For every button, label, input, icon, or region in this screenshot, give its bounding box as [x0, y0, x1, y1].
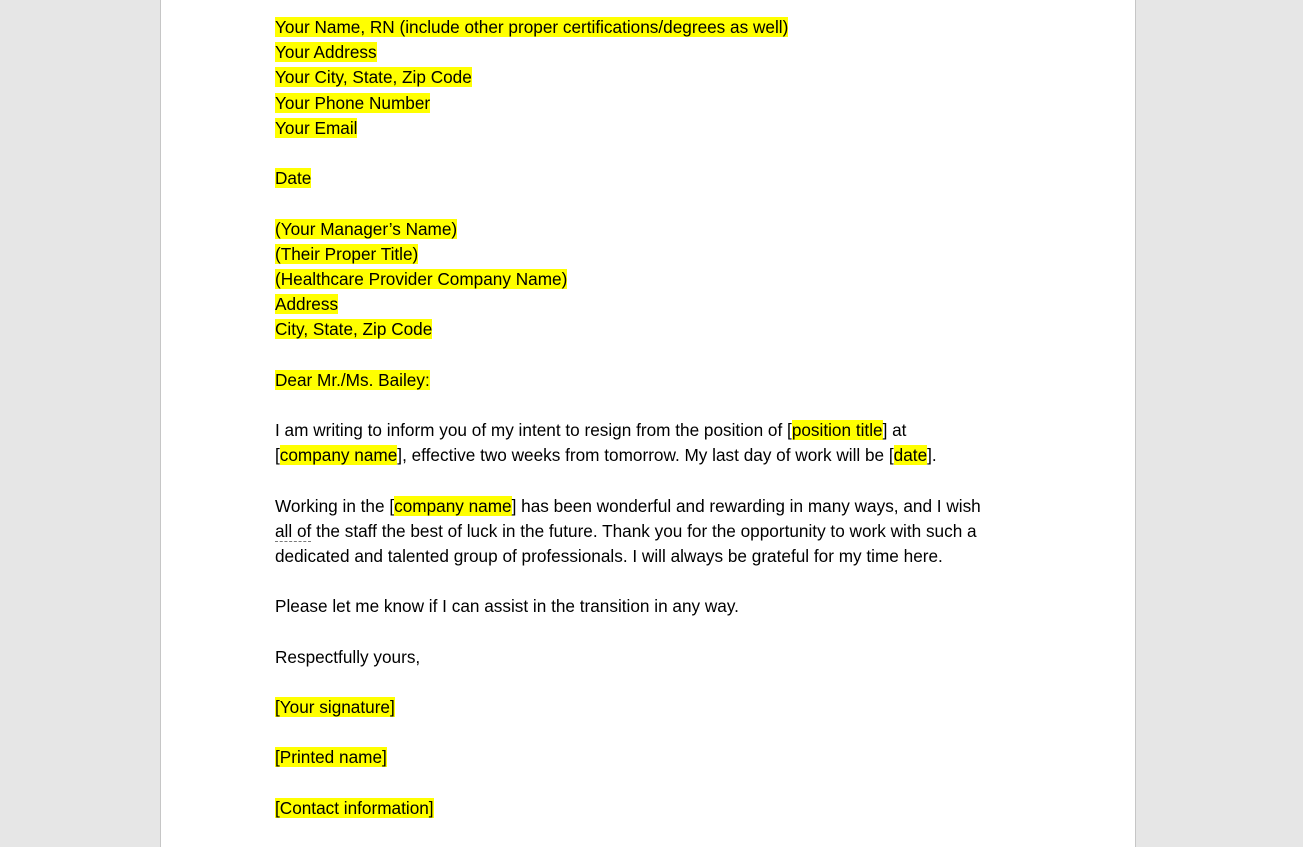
para2-line1	[275, 494, 1035, 519]
recipient-title-line	[275, 242, 1035, 267]
para2-text: Working in the [	[275, 495, 395, 516]
date-placeholder: date	[893, 445, 928, 466]
closing-line	[275, 645, 1035, 670]
para1-text: [	[275, 445, 280, 466]
signature-line	[275, 695, 1035, 720]
para2-text: dedicated and talented group of professionals. I will always be grateful for my time here.	[275, 545, 943, 566]
recipient-name-line	[275, 217, 1035, 242]
sender-phone-line	[275, 91, 1035, 116]
para2-text: ] has been wonderful and rewarding in many ways, and I wish	[511, 495, 981, 516]
blank-line	[275, 620, 1035, 645]
para1-text: I am writing to inform you of my intent to resign from the position of [	[275, 420, 792, 440]
blank-line	[275, 771, 1035, 796]
blank-line	[275, 468, 1035, 493]
para1-text: ] at	[882, 420, 907, 440]
recipient-company: (Healthcare Provider Company Name)	[275, 268, 568, 289]
blank-line	[275, 720, 1035, 745]
closing: Respectfully yours,	[275, 646, 421, 667]
grammar-flag[interactable]: all of	[275, 520, 312, 541]
signature-placeholder: [Your signature]	[275, 697, 395, 718]
date-line	[275, 166, 1035, 191]
salutation: Dear Mr./Ms. Bailey:	[275, 369, 430, 390]
sender-name-line	[275, 15, 1035, 40]
para3-line	[275, 594, 1035, 619]
recipient-address-line	[275, 292, 1035, 317]
printed-name-line	[275, 745, 1035, 770]
para3-text: Please let me know if I can assist in the transition in any way.	[275, 596, 739, 617]
contact-info-placeholder: [Contact information]	[275, 797, 434, 818]
sender-address: Your Address	[275, 42, 377, 63]
company-name-placeholder: company name	[279, 445, 398, 466]
sender-city-line	[275, 65, 1035, 90]
blank-line	[275, 342, 1035, 367]
blank-line	[275, 393, 1035, 418]
position-title-placeholder: position title	[791, 420, 883, 440]
blank-line	[275, 191, 1035, 216]
sender-phone: Your Phone Number	[275, 92, 431, 113]
recipient-address: Address	[275, 294, 339, 315]
contact-info-line	[275, 796, 1035, 821]
blank-line	[275, 670, 1035, 695]
sender-address-line	[275, 40, 1035, 65]
sender-city: Your City, State, Zip Code	[275, 67, 472, 88]
recipient-title: (Their Proper Title)	[275, 243, 419, 264]
para2-text: the staff the best of luck in the future. Thank you for the opportunity to work with such a	[311, 520, 977, 541]
recipient-name: (Your Manager’s Name)	[275, 218, 458, 239]
company-name-placeholder: company name	[394, 495, 512, 516]
letter-body[interactable]	[275, 15, 1035, 821]
para2-line3	[275, 544, 1035, 569]
salutation-line	[275, 368, 1035, 393]
sender-email-line	[275, 116, 1035, 141]
para1-text: ].	[927, 445, 937, 466]
printed-name-placeholder: [Printed name]	[275, 747, 387, 768]
recipient-company-line	[275, 267, 1035, 292]
blank-line	[275, 569, 1035, 594]
para1-line2	[275, 443, 1035, 468]
blank-line	[275, 141, 1035, 166]
sender-email: Your Email	[275, 117, 358, 138]
document-page	[160, 0, 1136, 847]
letter-date: Date	[275, 168, 312, 189]
para2-line2	[275, 519, 1035, 544]
recipient-city-line	[275, 317, 1035, 342]
para1-text: ], effective two weeks from tomorrow. My last day of work will be [	[397, 445, 894, 466]
sender-name: Your Name, RN (include other proper certifications/degrees as well)	[275, 17, 789, 37]
para1-line1	[275, 418, 1035, 443]
recipient-city: City, State, Zip Code	[275, 319, 433, 340]
